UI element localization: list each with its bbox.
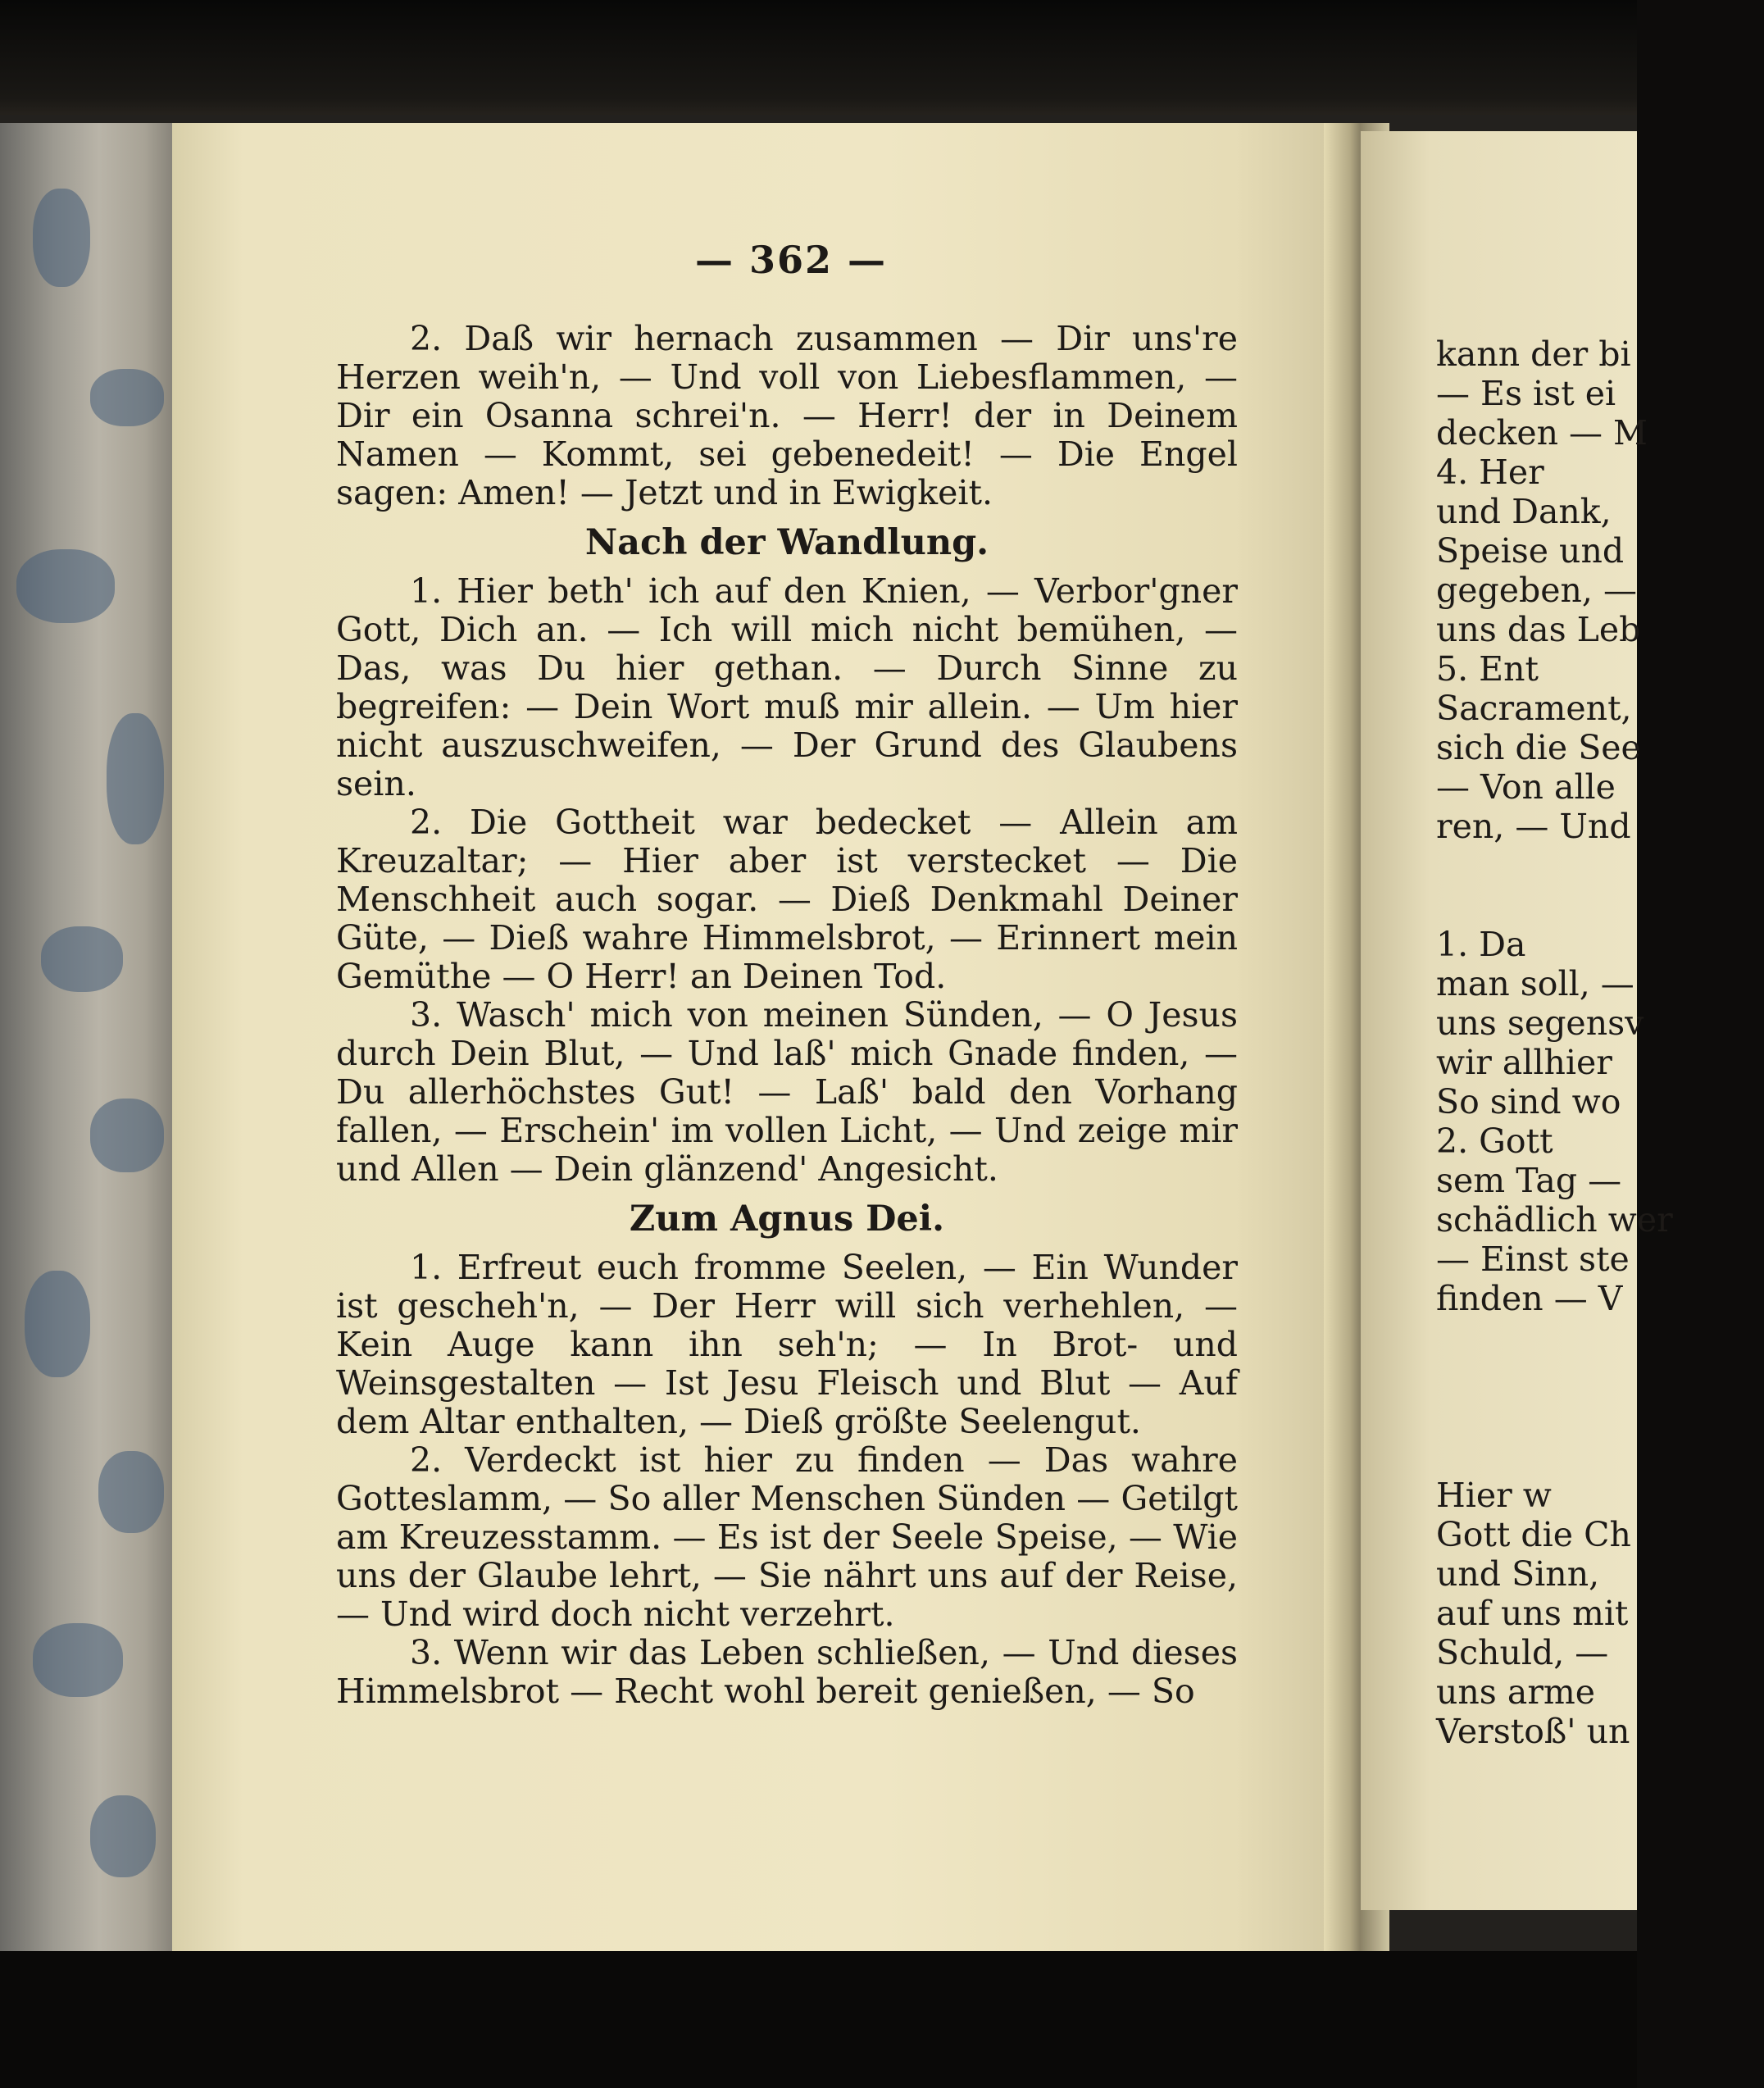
text-line: sich die See (1436, 728, 1641, 767)
text-line: — Einst ste (1436, 1240, 1630, 1279)
text-line: finden — V (1436, 1279, 1623, 1318)
text-line: Sacrament, (1436, 689, 1632, 728)
text-line (1436, 846, 1764, 885)
water-stain (90, 1795, 156, 1877)
verse-paragraph: 3. Wenn wir das Leben schließen, — Und dieses Himmelsbrot — Recht wohl bereit genießen, — So (336, 1633, 1238, 1711)
text-line: decken — M (1436, 413, 1648, 453)
water-stain (16, 549, 115, 623)
text-line: Verstoß' un (1436, 1712, 1630, 1751)
text-line: Hier w (1436, 1476, 1552, 1515)
scan-background-top (0, 0, 1637, 123)
water-stain (25, 1271, 90, 1377)
section-heading: Nach der Wandlung. (584, 522, 989, 563)
water-stain (33, 189, 90, 287)
text-line (1436, 1436, 1764, 1476)
text-line: So sind wo (1436, 1082, 1621, 1121)
text-line: ren, — Und (1436, 807, 1631, 846)
text-line: und Dank, (1436, 492, 1612, 531)
left-page-text (336, 320, 1238, 1711)
text-line: uns segensv (1436, 1003, 1644, 1043)
verse-paragraph: 2. Die Gottheit war bedecket — Allein am Kreuzaltar; — Hier aber ist verstecket — Die Menschheit auch sogar. — Dieß Denkmahl Deiner Güte, — Dieß wahre Himmelsbrot, — Erinnert mein Gemüthe — O Herr! an Deinen Tod. (336, 803, 1238, 996)
verse-paragraph: 2. Verdeckt ist hier zu finden — Das wahre Gotteslamm, — So aller Menschen Sünden — Getilgt am Kreuzesstamm. — Es ist der Seele Speise, — Wie uns der Glaube lehrt, — Sie nährt uns auf der Reise, — Und wird doch nicht verzehrt. (336, 1440, 1238, 1634)
text-line: Speise und (1436, 531, 1625, 571)
text-line: 4. Her (1436, 453, 1544, 492)
water-stain (41, 926, 123, 992)
text-line: uns arme (1436, 1672, 1596, 1712)
text-line: uns das Leb (1436, 610, 1641, 649)
water-stain (90, 1099, 164, 1172)
text-line: kann der bi (1436, 334, 1631, 374)
text-line: auf uns mit (1436, 1594, 1629, 1633)
verse-paragraph: 2. Daß wir hernach zusammen — Dir uns're Herzen weih'n, — Und voll von Liebesflammen, — Dir ein Osanna schrei'n. — Herr! der in Deinem Namen — Kommt, sei gebenedeit! — Die Engel sagen: Amen! — Jetzt und in Ewigkeit. (336, 319, 1238, 512)
water-stain (98, 1451, 164, 1533)
verse-paragraph: 3. Wasch' mich von meinen Sünden, — O Jesus durch Dein Blut, — Und laß' mich Gnade finden, — Du allerhöchstes Gut! — Laß' bald den Vorhang fallen, — Erschein' im vollen Licht, — Und zeige mir und Allen — Dein glänzend' Angesicht. (336, 995, 1238, 1189)
text-line (1436, 885, 1764, 925)
page-edges-stack (0, 123, 180, 1951)
text-line: wir allhier (1436, 1043, 1612, 1082)
text-line: 1. Da (1436, 925, 1526, 964)
text-line: und Sinn, (1436, 1554, 1600, 1594)
text-line: schädlich wer (1436, 1200, 1673, 1240)
water-stain (107, 713, 164, 844)
text-line: — Von alle (1436, 767, 1616, 807)
text-line: Schuld, — (1436, 1633, 1609, 1672)
water-stain (33, 1623, 123, 1697)
text-line: — Es ist ei (1436, 374, 1616, 413)
verse-paragraph: 1. Hier beth' ich auf den Knien, — Verbor'gner Gott, Dich an. — Ich will mich nicht bemühen, — Das, was Du hier gethan. — Durch Sinne zu begreifen: — Dein Wort muß mir allein. — Um hier nicht auszuschweifen, — Der Grund des Glaubens sein. (336, 571, 1238, 803)
page-number: — 362 — (694, 238, 888, 282)
verse-paragraph: 1. Erfreut euch fromme Seelen, — Ein Wunder ist gescheh'n, — Der Herr will sich verhehlen, — Kein Auge kann ihn seh'n; — In Brot- und Weinsgestalten — Ist Jesu Fleisch und Blut — Auf dem Altar enthalten, — Dieß größte Seelengut. (336, 1248, 1238, 1441)
text-line: man soll, — (1436, 964, 1634, 1003)
text-line: sem Tag — (1436, 1161, 1622, 1200)
text-line (1436, 1318, 1764, 1358)
text-line (1436, 1397, 1764, 1436)
section-heading: Zum Agnus Dei. (629, 1199, 945, 1240)
text-line: Gott die Ch (1436, 1515, 1631, 1554)
water-stain (90, 369, 164, 426)
scan-background-bottom (0, 1951, 1637, 2088)
text-line: 2. Gott (1436, 1121, 1553, 1161)
right-page-text (1436, 334, 1764, 1751)
text-line: 5. Ent (1436, 649, 1539, 689)
text-line: gegeben, — (1436, 571, 1637, 610)
text-line (1436, 1358, 1764, 1397)
